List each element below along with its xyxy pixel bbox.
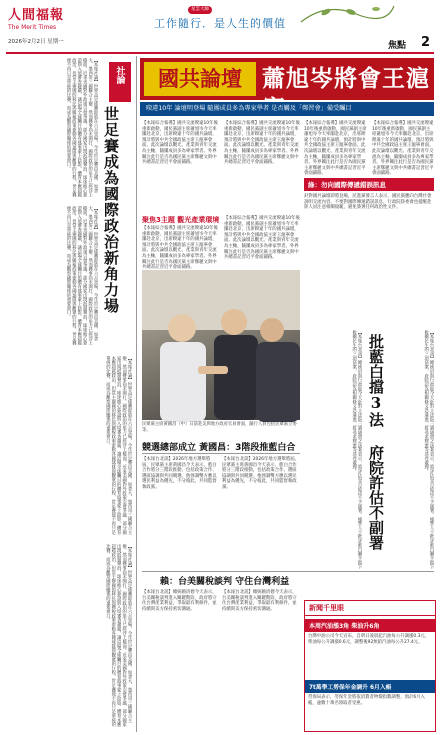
issue-date: 2026年2月2日 星期一: [8, 39, 64, 45]
lead-banner-left: 國共論壇: [144, 62, 256, 96]
lead-box-body: 針對國共論壇即將登場，民進黨發言人表示，國民黨應向台灣社會說明交流內容，不要對國際傳遞錯誤訊息。行政院陸委會也提醒赴陸人員注意相關規範，避免簽署任何政治性文件。: [304, 194, 432, 211]
lead-box-head: 綠：勿向國際傳遞錯誤訊息: [304, 178, 434, 191]
editorial-tag: [109, 62, 131, 102]
logo-en: The Merit Times: [8, 24, 57, 31]
masthead: [0, 0, 440, 62]
logo: [8, 4, 78, 31]
section-name: 焦點: [388, 41, 407, 51]
third-body-2: 【本報台北訊】總統賴清德今天表示，台美關稅談判進入關鍵階段，政府將守住台灣產業利益，爭取最有利條件，並持續與美方保持密切溝通。: [222, 590, 297, 612]
third-body-1: 【本報台北訊】總統賴清德今天表示，台美關稅談判進入關鍵階段，政府將守住台灣產業利益，爭取最有利條件，並持續與美方保持密切溝通。: [142, 590, 217, 612]
editorial-body-top: 【本報社論】世界盃足球賽即將在六月登場，今年世足賽由美國、加拿大、墨西哥三國聯合主辦，然而賽事尚未開打，國際政治的角力已經浮上檯面。近來美國對外政策引發爭議，部分國家出現抵制聲浪，球迷擔心簽證與入境審查趨嚴，讓這場全球矚目的體育盛事蒙上陰影。體育本應超越政治，但當主辦國的移民與關稅政策牽動各國球隊與觀眾的行程，世足賽便不再只是單純的比賽，而成為觀察國際關係的重要窗口。: [65, 58, 98, 198]
right-story: [304, 330, 434, 570]
leaf-decoration-icon: [296, 0, 396, 30]
photo-caption: 民眾黨主席黃國昌（中）日前赴美與地方政府官員會面，隨行人員包括民眾黨立委等。: [142, 422, 297, 433]
news-brief-title: 新聞千里眼: [305, 601, 435, 616]
second-body-2: 【本報台北訊】2026年地方選舉將屆，民眾黨主席黃國昌今天表示，藍白合作將分三階段推動，包括政策合作、選區協調與共同競選。他強調雙方應以選民利益為優先，不分彼此，共同監督執政黨。: [222, 457, 300, 490]
motto: 工作隨行．是人生的價值: [154, 17, 286, 30]
second-body-1: 【本報台北訊】2026年地方選舉將屆，民眾黨主席黃國昌今天表示，藍白合作將分三階段推動，包括政策合作、選區協調與共同競選。他強調雙方應以選民利益為優先，不分彼此，共同監督執政黨。: [142, 457, 217, 490]
editorial-title: 世足賽成為國際政治新角力場: [102, 106, 120, 314]
third-headline: 賴：台美關稅談判 守住台灣利益: [160, 577, 290, 587]
lead-body-2: 【本報綜合報導】國共交流暌違10年後重新啟動，國民黨副主席蕭旭岑今天率團赴北京，出席睽違十年的國共論壇，預計將與中共全國政協主席王滬寧會面。此次論壇以觀光、產業與青年交流為主軸，隨團成員多為專家學者。外界關注此行是否為國民黨主席鄭麗文與中共總書記習近平會面鋪路。: [224, 121, 300, 166]
lead-banner: [140, 58, 434, 100]
editorial-tag-text: 社論: [114, 66, 125, 84]
brief-item2-head: 7t萬學工勞保年金調升 6月入帳: [305, 680, 435, 693]
logo-cn: 人間福報: [8, 8, 65, 23]
lead-subhead-text: 暌違10年 論壇明登場 隨團成員多為專家學者 是否觸及「鄭習會」備受矚目: [146, 105, 352, 112]
right-body-2: 【本報台北訊】總統府與行政院今天針對立法院三讀通過之法案表示，將評估是否依法不予副署。綠營人士批評藍白聯手擋下攸關民生的三項法案，府院認為相關條文恐違憲，將尋求釋憲等途徑處理。: [423, 330, 434, 570]
right-headline: 批藍白擋3法 府院許估不副署: [367, 334, 385, 550]
second-headline: 競選總部成立 黃國昌：3階段推藍白合: [142, 443, 296, 453]
news-photo: [142, 270, 300, 420]
lead-body-1: 【本報綜合報導】國共交流暌違10年後重新啟動，國民黨副主席蕭旭岑今天率團赴北京，出席睽違十年的國共論壇，預計將與中共全國政協主席王滬寧會面。此次論壇以觀光、產業與青年交流為主軸，隨團成員多為專家學者。外界關注此行是否為國民黨主席鄭麗文與中共總書記習近平會面鋪路。: [142, 121, 218, 166]
editorial-body-bottom: 【本報社論】世界盃足球賽即將在六月登場，今年世足賽由美國、加拿大、墨西哥三國聯合主辦，然而賽事尚未開打，國際政治的角力已經浮上檯面。近來美國對外政策引發爭議，部分國家出現抵制聲浪，球迷擔心簽證與入境審查趨嚴，讓這場全球矚目的體育盛事蒙上陰影。體育本應超越政治，但當主辦國的移民與關稅政策牽動各國球隊與觀眾的行程，世足賽便不再只是單純的比賽，而成為觀察國際關係的重要窗口。: [105, 544, 132, 727]
brief-item1-body: 台灣中油公司今天宣布，自明日凌晨起汽油每公升調漲0.3元，柴油每公升調漲0.6元，調整後92無鉛汽油每公升27.4元。: [308, 634, 430, 645]
masthead-rule: [6, 52, 434, 54]
lead-box: [304, 178, 434, 328]
lead-body-5: 【本報綜合報導】國共交流暌違10年後重新啟動，國民黨副主席蕭旭岑今天率團赴北京，出席睽違十年的國共論壇，預計將與中共全國政協主席王滬寧會面。此次論壇以觀光、產業與青年交流為主軸，隨團成員多為專家學者。外界關注此行是否為國民黨主席鄭麗文與中共總書記習近平會面鋪路。: [142, 226, 218, 271]
motto-badge: 星雲大師: [188, 6, 212, 14]
photo-people-icon: [142, 270, 300, 420]
lead-banner-right: 蕭旭岑將會王滬: [262, 65, 430, 92]
second-rule: [142, 453, 300, 454]
lead-body-6: 【本報綜合報導】國共交流暌違10年後重新啟動，國民黨副主席蕭旭岑今天率團赴北京，出席睽違十年的國共論壇，預計將與中共全國政協主席王滬寧會面。此次論壇以觀光、產業與青年交流為主軸，隨團成員多為專家學者。外界關注此行是否為國民黨主席鄭麗文與中共總書記習近平會面鋪路。: [224, 216, 300, 261]
news-brief: [304, 600, 436, 732]
third-rule-top: [142, 571, 434, 572]
lead-body-4: 【本報綜合報導】國共交流暌違10年後重新啟動，國民黨副主席蕭旭岑今天率團赴北京，出席睽違十年的國共論壇，預計將與中共全國政協主席王滬寧會面。此次論壇以觀光、產業與青年交流為主軸，隨團成員多為專家學者。外界關注此行是否為國民黨主席鄭麗文與中共總書記習近平會面鋪路。: [372, 121, 434, 177]
lead-section-head: 聚焦3主題 觀光產業環境: [142, 216, 220, 224]
column-divider: [136, 56, 137, 732]
brief-item2-body: 勞保局表示，勞保年金將依消費者物價指數調整，預計6月入帳，逾數十萬名領取者受惠。: [308, 695, 425, 706]
editorial-body-mid: 【本報社論】世界盃足球賽即將在六月登場，今年世足賽由美國、加拿大、墨西哥三國聯合主辦，然而賽事尚未開打，國際政治的角力已經浮上檯面。近來美國對外政策引發爭議，部分國家出現抵制聲浪，球迷擔心簽證與入境審查趨嚴，讓這場全球矚目的體育盛事蒙上陰影。體育本應超越政治，但當主辦國的移民與關稅政策牽動各國球隊與觀眾的行程，世足賽便不再只是單純的比賽，而成為觀察國際關係的重要窗口。: [65, 206, 98, 346]
brief-item1-head: 本周汽油漲3角 柴油升6角: [305, 619, 435, 632]
page-number: 2: [421, 35, 431, 50]
editorial: [6, 56, 134, 732]
lead-subhead: [140, 102, 434, 116]
right-body-1: 【本報台北訊】總統府與行政院今天針對立法院三讀通過之法案表示，將評估是否依法不予副署。綠營人士批評藍白聯手擋下攸關民生的三項法案，府院認為相關條文恐違憲，將尋求釋憲等途徑處理。: [351, 330, 362, 570]
lead-body-3: 【本報綜合報導】國共交流暌違10年後重新啟動，國民黨副主席蕭旭岑今天率團赴北京，出席睽違十年的國共論壇，預計將與中共全國政協主席王滬寧會面。此次論壇以觀光、產業與青年交流為主軸，隨團成員多為專家學者。外界關注此行是否為國民黨主席鄭麗文與中共總書記習近平會面鋪路。: [304, 121, 367, 177]
editorial-body-low: 【本報社論】世界盃足球賽即將在六月登場，今年世足賽由美國、加拿大、墨西哥三國聯合主辦，然而賽事尚未開打，國際政治的角力已經浮上檯面。近來美國對外政策引發爭議，部分國家出現抵制聲浪，球迷擔心簽證與入境審查趨嚴，讓這場全球矚目的體育盛事蒙上陰影。體育本應超越政治，但當主辦國的移民與關稅政策牽動各國球隊與觀眾的行程，世足賽便不再只是單純的比賽，而成為觀察國際關係的重要窗口。: [105, 356, 132, 535]
